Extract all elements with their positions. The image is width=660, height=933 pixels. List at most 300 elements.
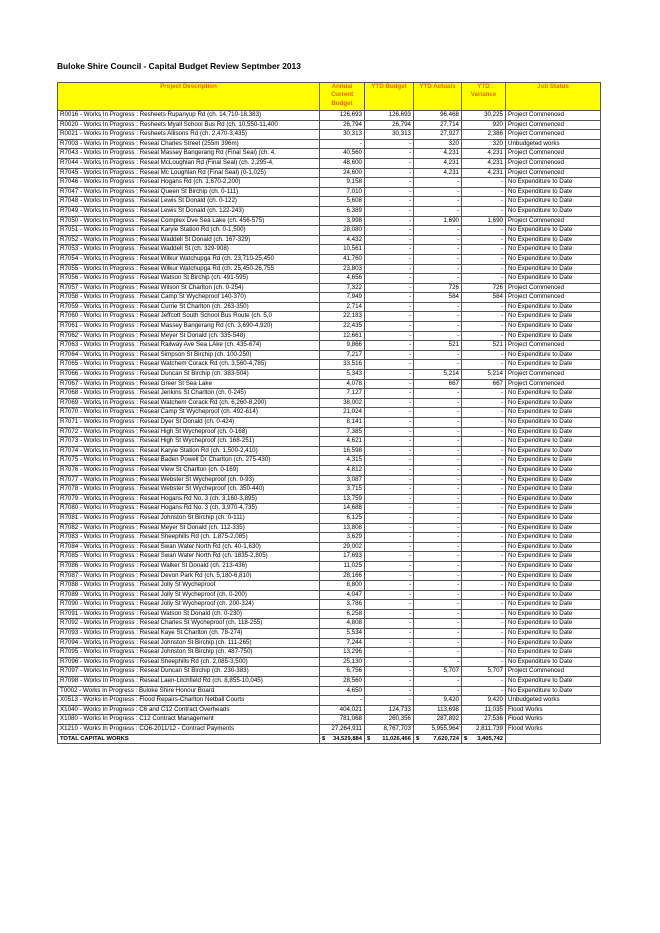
table-row <box>58 254 601 264</box>
cell-job-status: No Expenditure to Date <box>506 648 601 658</box>
table-row <box>58 705 601 715</box>
cell-annual-current-budget: 40,560 <box>320 149 365 159</box>
table-row <box>58 293 601 303</box>
cell-ytd-budget: - <box>365 667 414 677</box>
cell-project-description: R7097 - Works In Progress : Reseal Duncan St Birchip (ch. 230-383) <box>58 667 320 677</box>
cell-project-description: R7077 - Works In Progress : Reseal Webster St Wycheproof (ch. 0-93) <box>58 475 320 485</box>
cell-job-status: No Expenditure to Date <box>506 571 601 581</box>
cell-ytd-variance: - <box>462 437 506 447</box>
cell-project-description: R7057 - Works In Progress : Reseal Wilson St Charlton (ch. 0-254) <box>58 283 320 293</box>
cell-ytd-budget: 8,767,703 <box>365 725 414 735</box>
cell-job-status: Unbudgeted works <box>506 139 601 149</box>
cell-project-description: X1210 - Works In Progress : CO6-2011/12 - Contract Payments <box>58 725 320 735</box>
cell-ytd-variance: - <box>462 686 506 696</box>
cell-ytd-variance: 5,707 <box>462 667 506 677</box>
cell-project-description: R7087 - Works In Progress : Reseal Devon Park Rd (ch. 5,180-6,810) <box>58 571 320 581</box>
cell-ytd-variance: - <box>462 600 506 610</box>
cell-project-description: R7093 - Works In Progress : Reseal Kaye St Charlton (ch. 78-274) <box>58 629 320 639</box>
cell-ytd-budget: - <box>365 158 414 168</box>
cell-ytd-budget: - <box>365 264 414 274</box>
table-row <box>58 533 601 543</box>
cell-ytd-budget: - <box>365 552 414 562</box>
cell-job-status: Project Commenced <box>506 667 601 677</box>
cell-job-status: No Expenditure to Date <box>506 398 601 408</box>
cell-ytd-variance: 2,811,739 <box>462 725 506 735</box>
cell-project-description: R7098 - Works In Progress : Reseal Laen-Litchfield Rd (ch. 8,855-10,045) <box>58 677 320 687</box>
cell-ytd-variance: - <box>462 178 506 188</box>
cell-ytd-actuals: - <box>414 619 462 629</box>
cell-project-description: R7078 - Works In Progress : Reseal Webster St Wycheproof (ch. 350-440) <box>58 485 320 495</box>
cell-project-description: R7003 - Works In Progress : Reseal Charles Street (255m 396m) <box>58 139 320 149</box>
cell-ytd-variance: 4,231 <box>462 149 506 159</box>
table-row <box>58 370 601 380</box>
cell-ytd-budget: - <box>365 629 414 639</box>
cell-job-status: No Expenditure to Date <box>506 360 601 370</box>
table-row <box>58 149 601 159</box>
cell-job-status: No Expenditure to Date <box>506 552 601 562</box>
cell-job-status: No Expenditure to Date <box>506 456 601 466</box>
table-row <box>58 590 601 600</box>
cell-ytd-budget: - <box>365 331 414 341</box>
cell-annual-current-budget: 41,760 <box>320 254 365 264</box>
cell-ytd-budget: - <box>365 235 414 245</box>
cell-ytd-budget: 26,794 <box>365 120 414 130</box>
table-row <box>58 667 601 677</box>
cell-ytd-variance: - <box>462 504 506 514</box>
cell-ytd-budget: - <box>365 686 414 696</box>
cell-ytd-variance: 2,386 <box>462 130 506 140</box>
cell-project-description: T0002 - Works In Progress : Buloke Shire Honour Board <box>58 686 320 696</box>
cell-ytd-variance: - <box>462 389 506 399</box>
cell-job-status: No Expenditure to Date <box>506 206 601 216</box>
cell-ytd-budget: - <box>365 533 414 543</box>
cell-job-status: No Expenditure to Date <box>506 427 601 437</box>
header-annual-current-budget: Annual Current Budget <box>320 83 365 111</box>
cell-ytd-budget: - <box>365 571 414 581</box>
cell-project-description: X0513 - Works In Progress : Flood Repairs-Charlton Netball Courts <box>58 696 320 706</box>
cell-ytd-variance: - <box>462 350 506 360</box>
table-row <box>58 638 601 648</box>
table-row <box>58 120 601 130</box>
cell-annual-current-budget: 7,322 <box>320 283 365 293</box>
cell-job-status: No Expenditure to Date <box>506 254 601 264</box>
table-row <box>58 350 601 360</box>
cell-job-status: No Expenditure to Date <box>506 686 601 696</box>
cell-ytd-actuals: - <box>414 638 462 648</box>
cell-job-status: No Expenditure to Date <box>506 312 601 322</box>
cell-project-description: R7064 - Works In Progress : Reseal Simpson St Birchip (ch. 100-250) <box>58 350 320 360</box>
cell-ytd-actuals: - <box>414 456 462 466</box>
cell-ytd-budget: - <box>365 360 414 370</box>
table-row <box>58 158 601 168</box>
cell-project-description: R7076 - Works In Progress : Reseal View St Charlton (ch. 0-169) <box>58 465 320 475</box>
table-row <box>58 206 601 216</box>
cell-ytd-budget: - <box>365 609 414 619</box>
cell-project-description: R7047 - Works In Progress : Reseal Queen St Birchip (ch. 0-111) <box>58 187 320 197</box>
currency-symbol: $ <box>464 735 468 742</box>
cell-ytd-actuals: - <box>414 408 462 418</box>
cell-ytd-budget: - <box>365 561 414 571</box>
cell-ytd-budget: - <box>365 350 414 360</box>
cell-ytd-actuals: - <box>414 187 462 197</box>
cell-job-status: Flood Works <box>506 715 601 725</box>
cell-project-description: X1080 - Works In Progress : C12 Contract Management <box>58 715 320 725</box>
table-row <box>58 648 601 658</box>
table-row <box>58 437 601 447</box>
cell-ytd-actuals: - <box>414 494 462 504</box>
cell-ytd-variance: - <box>462 331 506 341</box>
cell-ytd-variance: - <box>462 206 506 216</box>
cell-annual-current-budget: 11,025 <box>320 561 365 571</box>
cell-ytd-variance: 1,690 <box>462 216 506 226</box>
cell-job-status: No Expenditure to Date <box>506 245 601 255</box>
table-row <box>58 360 601 370</box>
cell-annual-current-budget: 6,756 <box>320 667 365 677</box>
cell-project-description: R7067 - Works In Progress : Reseal Greer St Sea Lake <box>58 379 320 389</box>
cell-project-description: R7045 - Works In Progress : Reseal Mc Loughlan Rd (Final Seal) (0-1,025) <box>58 168 320 178</box>
table-row <box>58 600 601 610</box>
cell-project-description: R7065 - Works In Progress : Reseal Watchem Corack Rd (ch. 3,560-4,785) <box>58 360 320 370</box>
cell-project-description: R7092 - Works In Progress : Reseal Charles St Wycheproof (ch. 118-255) <box>58 619 320 629</box>
cell-annual-current-budget: 23,803 <box>320 264 365 274</box>
cell-annual-current-budget: 14,688 <box>320 504 365 514</box>
cell-job-status: No Expenditure to Date <box>506 542 601 552</box>
cell-project-description: R7056 - Works In Progress : Reseal Watson St Birchip (ch. 491-595) <box>58 274 320 284</box>
table-row <box>58 235 601 245</box>
cell-project-description: R7079 - Works In Progress : Reseal Hogans Rd No. 3 (ch. 3,160-3,895) <box>58 494 320 504</box>
cell-job-status: No Expenditure to Date <box>506 274 601 284</box>
cell-ytd-actuals: - <box>414 264 462 274</box>
cell-annual-current-budget: 13,296 <box>320 648 365 658</box>
cell-ytd-budget: - <box>365 245 414 255</box>
cell-ytd-actuals: 1,690 <box>414 216 462 226</box>
cell-ytd-actuals: 667 <box>414 379 462 389</box>
cell-ytd-budget: - <box>365 168 414 178</box>
cell-ytd-budget: - <box>365 581 414 591</box>
cell-project-description: R7073 - Works In Progress : Reseal High St Wycheproof (ch. 168-251) <box>58 437 320 447</box>
total-annual-budget-value: 34,529,884 <box>332 735 362 742</box>
table-row <box>58 216 601 226</box>
cell-ytd-actuals: 5,955,964 <box>414 725 462 735</box>
cell-job-status: Project Commenced <box>506 111 601 121</box>
cell-ytd-variance: - <box>462 465 506 475</box>
cell-ytd-budget: - <box>365 427 414 437</box>
cell-ytd-variance: 920 <box>462 120 506 130</box>
total-annual-budget <box>320 734 365 744</box>
cell-ytd-variance: - <box>462 418 506 428</box>
cell-ytd-actuals: - <box>414 178 462 188</box>
cell-project-description: R7089 - Works In Progress : Reseal Jolly St Wycheproof (ch. 0-200) <box>58 590 320 600</box>
cell-job-status: No Expenditure to Date <box>506 302 601 312</box>
cell-job-status: No Expenditure to Date <box>506 475 601 485</box>
total-label: TOTAL CAPITAL WORKS <box>58 734 320 744</box>
cell-project-description: R7059 - Works In Progress : Reseal Currie St Charlton (ch. 263-350) <box>58 302 320 312</box>
cell-ytd-budget: - <box>365 302 414 312</box>
table-row <box>58 168 601 178</box>
cell-project-description: R7088 - Works In Progress : Reseal Jolly St Wycheproof <box>58 581 320 591</box>
table-row <box>58 322 601 332</box>
cell-ytd-variance: 30,225 <box>462 111 506 121</box>
cell-job-status: Project Commenced <box>506 293 601 303</box>
cell-project-description: R7044 - Works In Progress : Reseal McLoughlan Rd (Final Seal) (ch. 2,295-4, <box>58 158 320 168</box>
cell-ytd-actuals: - <box>414 197 462 207</box>
cell-ytd-actuals: 96,468 <box>414 111 462 121</box>
table-row <box>58 629 601 639</box>
table-row <box>58 331 601 341</box>
cell-ytd-variance: - <box>462 523 506 533</box>
currency-symbol: $ <box>322 735 326 742</box>
cell-annual-current-budget: 3,786 <box>320 600 365 610</box>
cell-ytd-actuals: - <box>414 581 462 591</box>
cell-annual-current-budget: 7,217 <box>320 350 365 360</box>
cell-ytd-actuals: - <box>414 331 462 341</box>
currency-symbol: $ <box>367 735 371 742</box>
table-row <box>58 571 601 581</box>
cell-project-description: X1040 - Works In Progress : C6 and C12 Contract Overheads <box>58 705 320 715</box>
cell-ytd-budget: - <box>365 437 414 447</box>
cell-project-description: R0021 - Works In Progress : Resheets Allisons Rd (ch. 2,470-3,435) <box>58 130 320 140</box>
cell-ytd-variance: - <box>462 427 506 437</box>
cell-project-description: R7052 - Works In Progress : Reseal Waddell St Donald (ch. 167-329) <box>58 235 320 245</box>
cell-job-status: No Expenditure to Date <box>506 408 601 418</box>
cell-ytd-variance: - <box>462 494 506 504</box>
cell-annual-current-budget: 30,313 <box>320 130 365 140</box>
cell-job-status: No Expenditure to Date <box>506 446 601 456</box>
cell-ytd-variance: - <box>462 360 506 370</box>
cell-job-status: Project Commenced <box>506 158 601 168</box>
cell-ytd-budget: - <box>365 322 414 332</box>
cell-ytd-actuals: 4,231 <box>414 158 462 168</box>
cell-ytd-variance: - <box>462 561 506 571</box>
table-row <box>58 226 601 236</box>
cell-job-status: No Expenditure to Date <box>506 226 601 236</box>
cell-ytd-actuals: 4,231 <box>414 168 462 178</box>
cell-ytd-variance: - <box>462 677 506 687</box>
cell-ytd-variance: - <box>462 235 506 245</box>
cell-ytd-budget: - <box>365 216 414 226</box>
cell-annual-current-budget: 7,127 <box>320 389 365 399</box>
cell-ytd-actuals: - <box>414 485 462 495</box>
cell-ytd-variance: 4,231 <box>462 168 506 178</box>
cell-ytd-actuals: - <box>414 552 462 562</box>
cell-ytd-actuals: - <box>414 657 462 667</box>
cell-annual-current-budget: - <box>320 696 365 706</box>
cell-ytd-budget: - <box>365 283 414 293</box>
cell-annual-current-budget: 4,315 <box>320 456 365 466</box>
cell-project-description: R7043 - Works In Progress : Reseal Massey Bangerang Rd (Final Seal) (ch. 4, <box>58 149 320 159</box>
cell-ytd-budget: 260,356 <box>365 715 414 725</box>
capital-budget-table <box>57 82 601 744</box>
table-row <box>58 302 601 312</box>
cell-job-status: No Expenditure to Date <box>506 561 601 571</box>
cell-annual-current-budget: 4,078 <box>320 379 365 389</box>
cell-project-description: R7069 - Works In Progress : Reseal Watchem Corack Rd (ch. 6,260-8,290) <box>58 398 320 408</box>
table-header-row <box>58 83 601 111</box>
table-row <box>58 312 601 322</box>
cell-ytd-actuals: - <box>414 629 462 639</box>
table-row <box>58 446 601 456</box>
cell-ytd-budget: - <box>365 178 414 188</box>
cell-job-status: No Expenditure to Date <box>506 418 601 428</box>
cell-job-status: Project Commenced <box>506 168 601 178</box>
cell-job-status: No Expenditure to Date <box>506 523 601 533</box>
cell-project-description: R0020 - Works In Progress : Resheets Myall School Bus Rd (ch. 10,550-11,400 <box>58 120 320 130</box>
table-row <box>58 619 601 629</box>
header-project-description: Project Description <box>58 83 320 111</box>
cell-ytd-actuals: - <box>414 226 462 236</box>
cell-project-description: R7049 - Works In Progress : Reseal Lewis St Donald (ch. 122-243) <box>58 206 320 216</box>
total-ytd-actuals-value: 7,620,724 <box>433 735 459 742</box>
cell-job-status: No Expenditure to Date <box>506 465 601 475</box>
cell-job-status: No Expenditure to Date <box>506 504 601 514</box>
cell-ytd-variance: - <box>462 197 506 207</box>
cell-ytd-variance: 320 <box>462 139 506 149</box>
cell-job-status: No Expenditure to Date <box>506 677 601 687</box>
cell-ytd-variance: - <box>462 226 506 236</box>
cell-annual-current-budget: 28,166 <box>320 571 365 581</box>
cell-ytd-actuals: - <box>414 513 462 523</box>
cell-ytd-budget: - <box>365 226 414 236</box>
cell-project-description: R7062 - Works In Progress : Reseal Meyer St Donald (ch. 335-548) <box>58 331 320 341</box>
cell-ytd-variance: - <box>462 657 506 667</box>
table-row <box>58 686 601 696</box>
cell-annual-current-budget: 5,534 <box>320 629 365 639</box>
cell-project-description: R7061 - Works In Progress : Reseal Massey Bangerang Rd (ch. 3,690-4,920) <box>58 322 320 332</box>
cell-ytd-actuals: - <box>414 561 462 571</box>
table-row <box>58 197 601 207</box>
cell-job-status: No Expenditure to Date <box>506 389 601 399</box>
cell-annual-current-budget: 126,693 <box>320 111 365 121</box>
cell-project-description: R7094 - Works In Progress : Reseal Johnston St Birchip (ch. 111-265) <box>58 638 320 648</box>
cell-ytd-actuals: 27,714 <box>414 120 462 130</box>
cell-annual-current-budget: 33,516 <box>320 360 365 370</box>
cell-ytd-budget: - <box>365 657 414 667</box>
cell-ytd-actuals: - <box>414 389 462 399</box>
cell-ytd-variance: - <box>462 312 506 322</box>
cell-annual-current-budget: 3,715 <box>320 485 365 495</box>
table-row <box>58 504 601 514</box>
header-ytd-variance: YTD Variance <box>462 83 506 111</box>
cell-ytd-budget: - <box>365 408 414 418</box>
cell-job-status: No Expenditure to Date <box>506 600 601 610</box>
cell-annual-current-budget: 25,130 <box>320 657 365 667</box>
cell-ytd-budget: - <box>365 139 414 149</box>
cell-ytd-budget: - <box>365 293 414 303</box>
cell-ytd-actuals: - <box>414 312 462 322</box>
cell-ytd-budget: - <box>365 379 414 389</box>
cell-annual-current-budget: 5,343 <box>320 370 365 380</box>
table-row <box>58 379 601 389</box>
cell-ytd-variance: 584 <box>462 293 506 303</box>
cell-ytd-variance: 11,035 <box>462 705 506 715</box>
table-row <box>58 187 601 197</box>
header-ytd-budget: YTD Budget <box>365 83 414 111</box>
table-row <box>58 283 601 293</box>
cell-annual-current-budget: 27,264,911 <box>320 725 365 735</box>
cell-job-status: No Expenditure to Date <box>506 331 601 341</box>
table-row <box>58 609 601 619</box>
cell-ytd-actuals: - <box>414 686 462 696</box>
cell-job-status: No Expenditure to Date <box>506 197 601 207</box>
cell-annual-current-budget: 6,389 <box>320 206 365 216</box>
cell-ytd-actuals: - <box>414 360 462 370</box>
cell-ytd-budget: - <box>365 465 414 475</box>
cell-ytd-budget: - <box>365 542 414 552</box>
table-row <box>58 398 601 408</box>
cell-ytd-variance: - <box>462 648 506 658</box>
cell-ytd-actuals: 5,214 <box>414 370 462 380</box>
cell-project-description: R7054 - Works In Progress : Reseal Wilkur Watchupga Rd (ch. 23,710-25,450 <box>58 254 320 264</box>
cell-ytd-variance: 5,214 <box>462 370 506 380</box>
cell-ytd-actuals: 287,892 <box>414 715 462 725</box>
table-row <box>58 485 601 495</box>
total-ytd-variance <box>462 734 506 744</box>
table-row <box>58 274 601 284</box>
table-row <box>58 657 601 667</box>
cell-ytd-actuals: - <box>414 302 462 312</box>
header-job-status: Job Status <box>506 83 601 111</box>
total-ytd-budget <box>365 734 414 744</box>
table-row <box>58 542 601 552</box>
cell-project-description: R7090 - Works In Progress : Reseal Jolly St Wycheproof (ch. 200-324) <box>58 600 320 610</box>
cell-ytd-budget: - <box>365 648 414 658</box>
cell-annual-current-budget: 4,432 <box>320 235 365 245</box>
cell-ytd-actuals: - <box>414 418 462 428</box>
cell-project-description: R7086 - Works In Progress : Reseal Walker St Donald (ch. 213-436) <box>58 561 320 571</box>
cell-annual-current-budget: 4,656 <box>320 274 365 284</box>
cell-ytd-actuals: - <box>414 677 462 687</box>
cell-ytd-actuals: - <box>414 571 462 581</box>
cell-annual-current-budget: 38,002 <box>320 398 365 408</box>
cell-job-status: Project Commenced <box>506 120 601 130</box>
cell-ytd-budget: - <box>365 370 414 380</box>
cell-ytd-actuals: - <box>414 350 462 360</box>
cell-annual-current-budget: 7,244 <box>320 638 365 648</box>
cell-project-description: R7068 - Works In Progress : Reseal Jenkins St Charlton (ch. 0-245) <box>58 389 320 399</box>
cell-ytd-variance: - <box>462 264 506 274</box>
cell-project-description: R7051 - Works In Progress : Reseal Karyie Station Rd (ch. 0-1,500) <box>58 226 320 236</box>
cell-ytd-budget: - <box>365 619 414 629</box>
cell-ytd-variance: - <box>462 254 506 264</box>
cell-ytd-actuals: 726 <box>414 283 462 293</box>
cell-ytd-actuals: - <box>414 322 462 332</box>
cell-ytd-actuals: - <box>414 600 462 610</box>
table-row <box>58 465 601 475</box>
cell-job-status: No Expenditure to Date <box>506 187 601 197</box>
cell-job-status: Project Commenced <box>506 379 601 389</box>
cell-job-status: Project Commenced <box>506 341 601 351</box>
cell-ytd-actuals: - <box>414 245 462 255</box>
cell-ytd-actuals: 5,707 <box>414 667 462 677</box>
cell-ytd-variance: - <box>462 274 506 284</box>
cell-ytd-budget: - <box>365 456 414 466</box>
cell-annual-current-budget: 7,010 <box>320 187 365 197</box>
cell-ytd-variance: - <box>462 590 506 600</box>
cell-ytd-budget: - <box>365 206 414 216</box>
cell-ytd-actuals: 9,420 <box>414 696 462 706</box>
cell-ytd-variance: - <box>462 638 506 648</box>
cell-project-description: R7063 - Works In Progress : Reseal Railway Ave Sea LAke (ch. 435-674) <box>58 341 320 351</box>
total-ytd-budget-value: 11,026,466 <box>382 735 411 742</box>
cell-ytd-actuals: - <box>414 609 462 619</box>
cell-annual-current-budget: 28,560 <box>320 677 365 687</box>
cell-ytd-variance: - <box>462 322 506 332</box>
cell-job-status: No Expenditure to Date <box>506 322 601 332</box>
cell-ytd-variance: 27,536 <box>462 715 506 725</box>
cell-ytd-actuals: 27,927 <box>414 130 462 140</box>
cell-annual-current-budget: 13,808 <box>320 523 365 533</box>
cell-ytd-budget: - <box>365 197 414 207</box>
